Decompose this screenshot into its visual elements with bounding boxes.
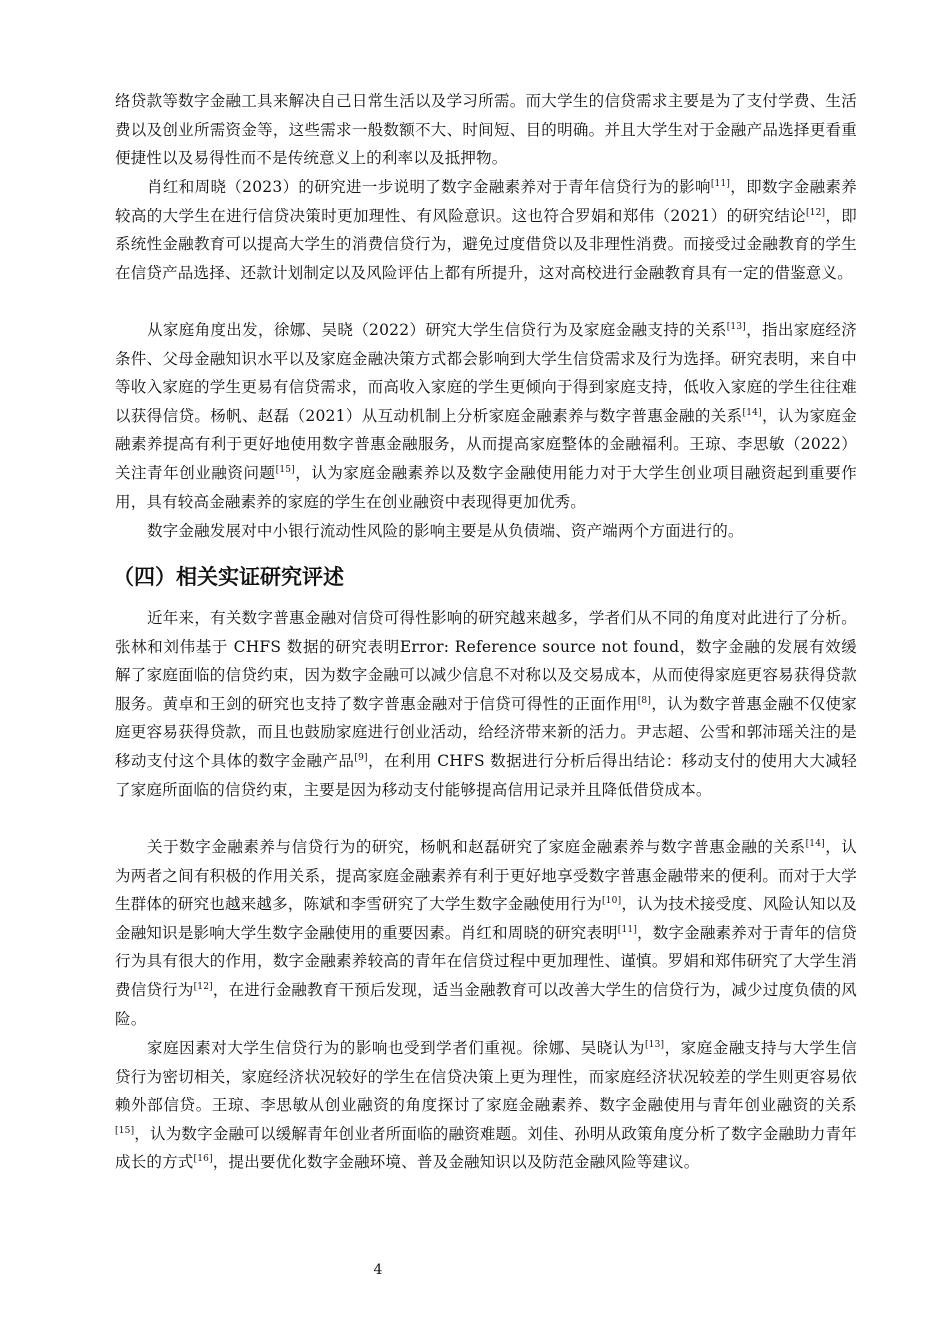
citation-ref: [12]: [805, 207, 826, 218]
paragraph-text: ，提出要优化数字金融环境、普及金融知识以及防范金融风险等建议。: [212, 1153, 700, 1172]
paragraph-student-credit-demand: [115, 87, 857, 173]
citation-ref: [14]: [742, 407, 762, 418]
paragraph-text: 家庭因素对大学生信贷行为的影响也受到学者们重视。徐娜、吴晓认为: [147, 1039, 645, 1057]
paragraph-text: ，认为家庭金融素养提高有利于更好地使用数字普惠金融服务，从而提高家庭整体的金融福利。王琼、李思敏（2022）关注青年创业融资问题: [115, 406, 858, 482]
paragraph-text: ，认为数字普惠金融不仅使家庭更容易获得贷款，而且也鼓励家庭进行创业活动，给经济带来新的活力。尹志超、公雪和郭沛瑶关注的是移动支付这个具体的数字金融产品: [115, 694, 857, 770]
paragraph-family-perspective: [115, 316, 857, 516]
paragraph-text: ，即系统性金融教育可以提高大学生的消费信贷行为，避免过度借贷以及非理性消费。而接受过金融教育的学生在信贷产品选择、还款计划制定以及风险评估上都有所提升，这对高校进行金融教育具有一定的借鉴意义。: [115, 206, 858, 282]
paragraph-liquidity-risk: [115, 517, 857, 546]
paragraph-text: 近年来，有关数字普惠金融对信贷可得性影响的研究越来越多，学者们从不同的角度对此进行了分析。张林和刘伟基于 CHFS 数据的研究表明Error: Reference source not found，数字金融的发展有效缓解了家庭面临的信贷约束，因为数字金融可以减少信息不对称以及交易成本，从而使得家庭更容易获得贷款服务。黄卓和王剑的研究也支持了数字普惠金融对于信贷可得性的正面作用: [115, 609, 857, 713]
paragraph-financial-literacy: [115, 173, 857, 287]
citation-ref: [15]: [275, 464, 295, 475]
citation-ref: [16]: [193, 1154, 213, 1165]
citation-ref: [9]: [354, 752, 368, 763]
section-heading: （四）相关实证研究评述: [113, 565, 344, 589]
paragraph-text: 络贷款等数字金融工具来解决自己日常生活以及学习所需。而大学生的信贷需求主要是为了支付学费、生活费以及创业所需资金等，这些需求一般数额不大、时间短、目的明确。并且大学生对于金融产品选择更看重便捷性以及易得性而不是传统意义上的利率以及抵押物。: [115, 92, 857, 168]
citation-ref: [10]: [602, 896, 622, 907]
paragraph-family-factors: [115, 1034, 857, 1177]
paragraph-text: 从家庭角度出发，徐娜、吴晓（2022）研究大学生信贷行为及家庭金融支持的关系: [147, 321, 727, 339]
citation-ref: [13]: [726, 322, 746, 332]
paragraph-text: 数字金融发展对中小银行流动性风险的影响主要是从负债端、资产端两个方面进行的。: [147, 522, 744, 540]
citation-ref: [13]: [644, 1040, 665, 1050]
page-number: 4: [373, 1262, 383, 1278]
paragraph-empirical-review: [115, 604, 857, 804]
citation-ref: [8]: [637, 695, 652, 706]
citation-ref: [11]: [710, 179, 731, 189]
citation-ref: [15]: [115, 1125, 135, 1136]
paragraph-text: ，认为数字金融可以缓解青年创业者所面临的融资难题。刘佳、孙明从政策角度分析了数字金融助力青年成长的方式: [115, 1124, 857, 1172]
paragraph-text: ，指出家庭经济条件、父母金融知识水平以及家庭金融决策方式都会影响到大学生信贷需求及行为选择。研究表明，来自中等收入家庭的学生更易有信贷需求，而高收入家庭的学生更倾向于得到家庭支持，低收入家庭的学生往往难以获得信贷。杨帆、赵磊（2021）从互动机制上分析家庭金融素养与数字普惠金融的关系: [115, 321, 857, 425]
paragraph-text: ，在进行金融教育干预后发现，适当金融教育可以改善大学生的信贷行为，减少过度负债的风险。: [115, 980, 857, 1028]
paragraph-text: ，认为两者之间有积极的作用关系，提高家庭金融素养有利于更好地享受数字普惠金融带来的便利。而对于大学生群体的研究也越来越多，陈斌和李雪研究了大学生数字金融使用行为: [115, 838, 858, 914]
paragraph-text: ，认为家庭金融素养以及数字金融使用能力对于大学生创业项目融资起到重要作用，具有较高金融素养的家庭的学生在创业融资中表现得更加优秀。: [115, 463, 857, 511]
paragraph-text: ，认为技术接受度、风险认知以及金融知识是影响大学生数字金融使用的重要因素。肖红和周晓的研究表明: [115, 895, 857, 942]
citation-ref: [14]: [805, 839, 825, 849]
paragraph-text: ，家庭金融支持与大学生信贷行为密切相关，家庭经济状况较好的学生在信贷决策上更为理性，而家庭经济状况较差的学生则更容易依赖外部信贷。王琼、李思敏从创业融资的角度探讨了家庭金融素养、数字金融使用与青年创业融资的关系: [115, 1039, 858, 1115]
paragraph-literacy-credit-behavior: [115, 833, 857, 1033]
paragraph-text: 肖红和周晓（2023）的研究进一步说明了数字金融素养对于青年信贷行为的影响: [147, 178, 711, 196]
paragraph-text: ，即数字金融素养较高的大学生在进行信贷决策时更加理性、有风险意识。这也符合罗娟和郑伟（2021）的研究结论: [115, 178, 857, 225]
paragraph-text: 关于数字金融素养与信贷行为的研究，杨帆和赵磊研究了家庭金融素养与数字普惠金融的关系: [147, 838, 806, 856]
paragraph-text: ，在利用 CHFS 数据进行分析后得出结论：移动支付的使用大大减轻了家庭所面临的信贷约束，主要是因为移动支付能够提高信用记录并且降低借贷成本。: [115, 751, 857, 799]
paragraph-text: ，数字金融素养对于青年的信贷行为具有很大的作用，数字金融素养较高的青年在信贷过程中更加理性、谨慎。罗娟和郑伟研究了大学生消费信贷行为: [115, 923, 857, 999]
citation-ref: [11]: [617, 924, 638, 935]
citation-ref: [12]: [193, 981, 213, 992]
